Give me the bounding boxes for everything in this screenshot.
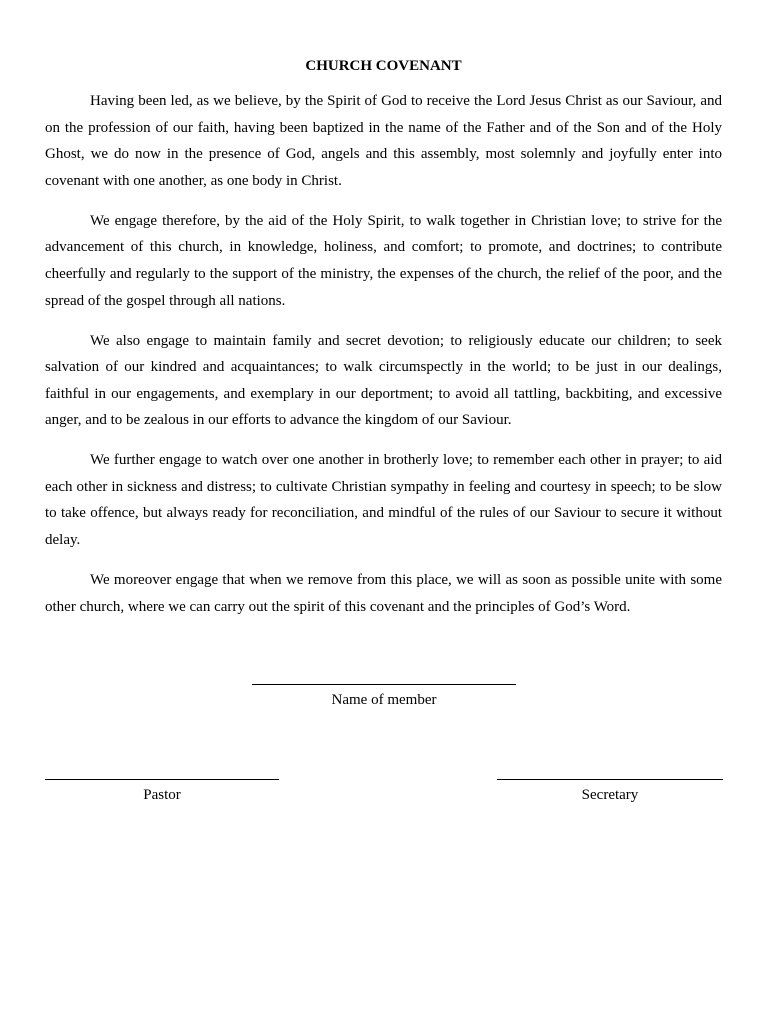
- secretary-signature-line: [497, 779, 723, 780]
- covenant-paragraph-3: We also engage to maintain family and secret devotion; to religiously educate our children; to seek salvation of our kindred and acquaintances; to walk circumspectly in the world; to be just in our dealings, faithful in our engagements, and exemplary in our deportment; to avoid all tattling, backbiting, and excessive anger, and to be zealous in our efforts to advance the kingdom of our Saviour.: [45, 332, 722, 429]
- covenant-paragraph-5: We moreover engage that when we remove from this place, we will as soon as possible unite with some other church, where we can carry out the spirit of this covenant and the principles of God’s Word.: [45, 572, 722, 615]
- pastor-signature-line: [45, 779, 279, 780]
- covenant-paragraph-2: We engage therefore, by the aid of the Holy Spirit, to walk together in Christian love; to strive for the advancement of this church, in knowledge, holiness, and comfort; to promote, and doctrines; to contribute cheerfully and regularly to the support of the ministry, the expenses of the church, the relief of the poor, and the spread of the gospel through all nations.: [45, 212, 722, 309]
- secretary-signature-label: Secretary: [581, 787, 639, 803]
- member-signature-label: Name of member: [331, 692, 437, 708]
- pastor-signature-block: [45, 779, 279, 805]
- pastor-signature-label: Pastor: [143, 787, 181, 803]
- covenant-paragraph-1: Having been led, as we believe, by the Spirit of God to receive the Lord Jesus Christ as our Saviour, and on the profession of our faith, having been baptized in the name of the Father and of the Son and of the Holy Ghost, we do now in the presence of God, angels and this assembly, most solemnly and joyfully enter into covenant with one another, as one body in Christ.: [45, 93, 722, 189]
- member-signature-block: [252, 684, 516, 710]
- member-signature-line: [252, 684, 516, 685]
- secretary-signature-block: [497, 779, 723, 805]
- covenant-paragraph-4: We further engage to watch over one another in brotherly love; to remember each other in prayer; to aid each other in sickness and distress; to cultivate Christian sympathy in feeling and courtesy in speech; to be slow to take offence, but always ready for reconciliation, and mindful of the rules of our Saviour to secure it without delay.: [45, 452, 722, 549]
- document-title: CHURCH COVENANT: [305, 58, 462, 74]
